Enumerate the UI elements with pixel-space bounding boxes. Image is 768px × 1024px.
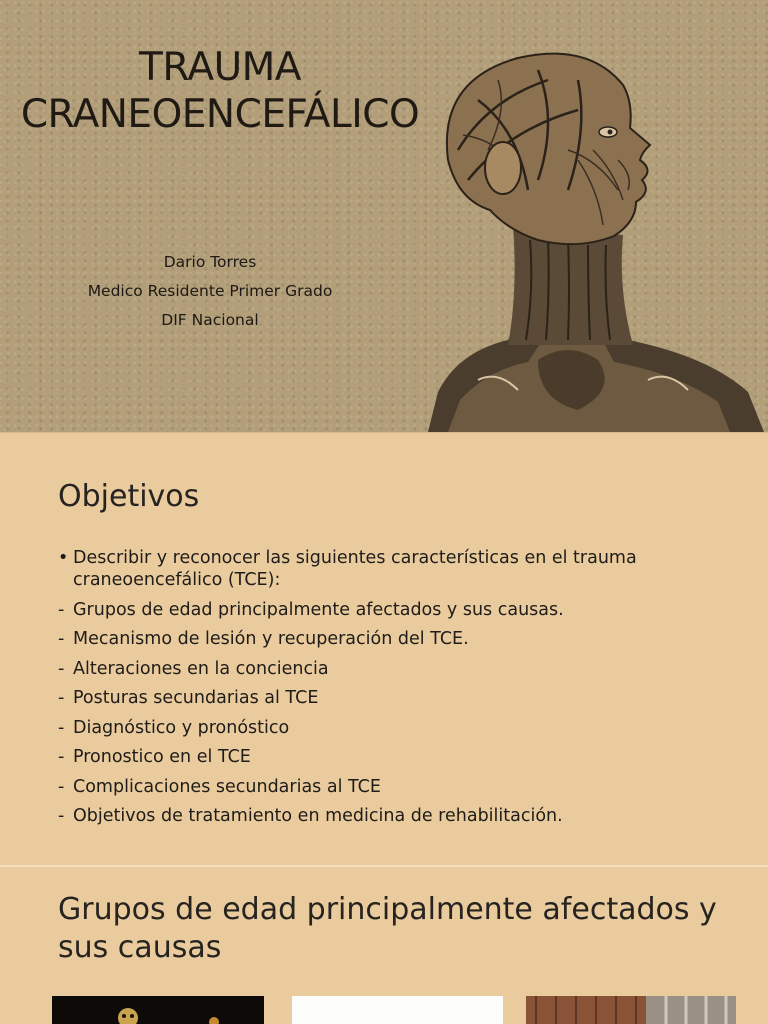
title-line-1: TRAUMA xyxy=(139,45,301,90)
dash-marker: - xyxy=(58,717,65,738)
list-item xyxy=(58,776,698,798)
slide-image-1 xyxy=(52,996,264,1024)
list-item-text: Complicaciones secundarias al TCE xyxy=(73,776,381,797)
list-item-text: Grupos de edad principalmente afectados y sus causas. xyxy=(73,599,564,620)
list-item xyxy=(58,746,698,768)
list-item xyxy=(58,658,698,680)
age-groups-slide xyxy=(0,867,768,1024)
author-name: Dario Torres xyxy=(163,253,257,271)
dash-marker: - xyxy=(58,629,65,649)
age-groups-heading: Grupos de edad principalmente afectados y sus causas xyxy=(58,892,717,965)
slide-image-3 xyxy=(526,996,736,1024)
dash-marker: - xyxy=(58,776,65,797)
portrait-icon xyxy=(52,996,264,1024)
objectives-list xyxy=(58,547,698,835)
author-institution: DIF Nacional xyxy=(161,311,259,329)
list-item xyxy=(58,628,698,650)
title-slide xyxy=(0,0,768,432)
presentation-title xyxy=(18,44,422,138)
list-item-text: Posturas secundarias al TCE xyxy=(73,688,319,708)
dash-marker: - xyxy=(58,747,65,767)
objectives-heading: Objetivos xyxy=(58,479,200,514)
slide-image-2 xyxy=(292,996,503,1024)
dash-marker: - xyxy=(58,658,65,679)
dash-marker: - xyxy=(58,806,65,826)
list-item-text: Pronostico en el TCE xyxy=(73,747,251,767)
list-item xyxy=(58,717,698,739)
list-item xyxy=(58,599,698,621)
list-item xyxy=(58,687,698,709)
fence-icon xyxy=(526,996,736,1024)
bullet-marker: • xyxy=(58,548,69,568)
objectives-slide xyxy=(0,433,768,865)
author-block xyxy=(60,248,360,335)
list-item xyxy=(58,547,698,591)
title-line-2: CRANEOENCEFÁLICO xyxy=(20,92,420,137)
list-item-text: Diagnóstico y pronóstico xyxy=(73,717,290,738)
list-item-text: Mecanismo de lesión y recuperación del TCE. xyxy=(73,629,469,649)
author-role: Medico Residente Primer Grado xyxy=(87,282,333,300)
list-item-text: Alteraciones en la conciencia xyxy=(73,658,329,679)
anatomical-head-illustration-icon xyxy=(418,40,768,432)
dash-marker: - xyxy=(58,688,65,708)
list-item xyxy=(58,805,698,827)
list-item-text: Objetivos de tratamiento en medicina de rehabilitación. xyxy=(73,806,563,826)
dash-marker: - xyxy=(58,599,65,620)
list-item-text: Describir y reconocer las siguientes características en el trauma craneoencefálico (TCE): xyxy=(73,548,637,590)
